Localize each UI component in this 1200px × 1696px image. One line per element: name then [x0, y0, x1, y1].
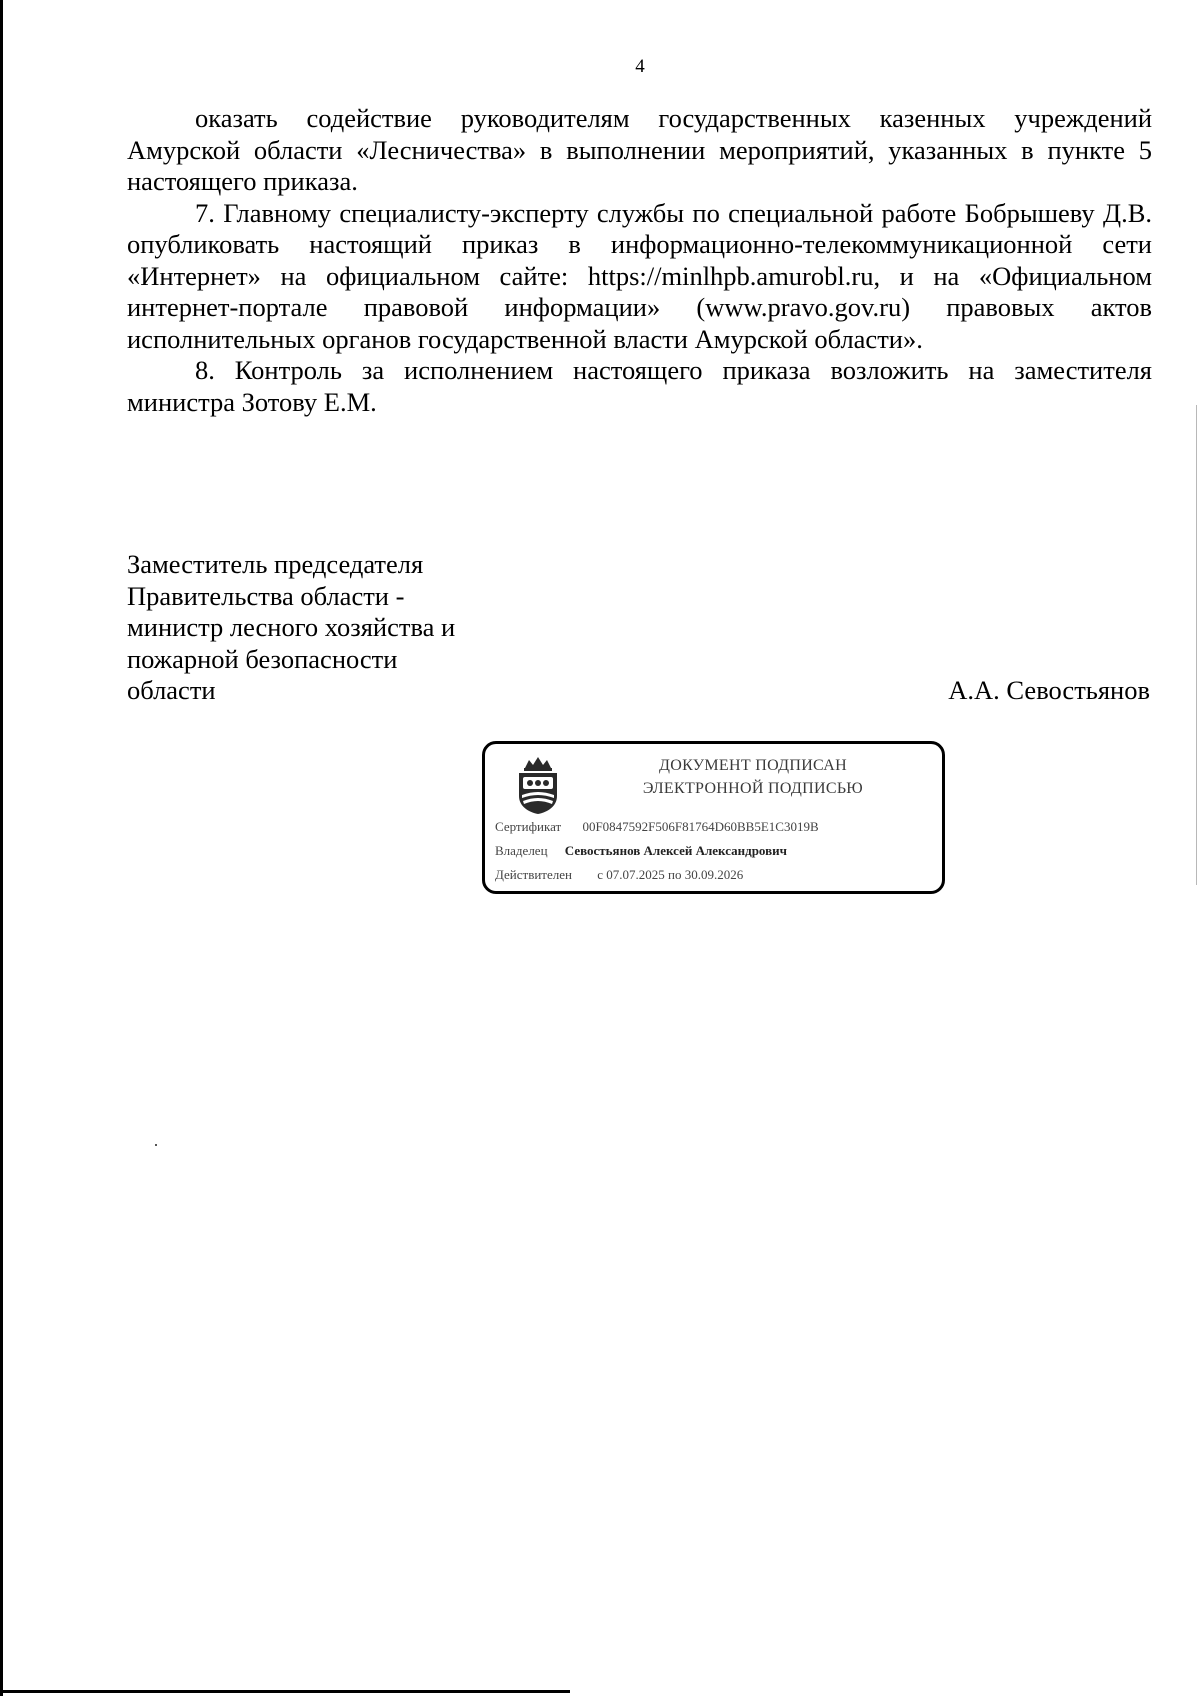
paragraph-8: 8. Контроль за исполнением настоящего приказа возложить на заместителя министра Зотову Е.М. [127, 355, 1152, 417]
stamp-owner-row [495, 843, 787, 859]
order-text [127, 103, 1152, 418]
stamp-heading-line: ДОКУМЕНТ ПОДПИСАН [659, 757, 847, 774]
owner-label: Владелец [495, 843, 548, 858]
scan-speck [155, 1144, 157, 1146]
scan-bottom-edge [0, 1690, 570, 1693]
signer-position-line: пожарной безопасности [127, 643, 398, 674]
validity-value: с 07.07.2025 по 30.09.2026 [597, 867, 744, 882]
certificate-value: 00F0847592F506F81764D60BB5E1C3019B [582, 819, 819, 834]
signer-position-line: Заместитель председателя [127, 549, 424, 579]
owner-value: Севостьянов Алексей Александрович [564, 843, 787, 858]
signer-position-line: Правительства области - [127, 580, 405, 611]
signature-block [127, 549, 1152, 707]
paragraph-continuation: оказать содействие руководителям государственных казенных учреждений Амурской области «Лесничества» в выполнении мероприятий, указанных в пункте 5 настоящего приказа. [127, 103, 1152, 196]
page-number: 4 [635, 56, 645, 77]
stamp-certificate-row [495, 819, 819, 835]
signer-position-line: министр лесного хозяйства и [127, 612, 456, 642]
signer-position-line: области [127, 675, 216, 705]
stamp-validity-row [495, 867, 743, 883]
stamp-heading-line: ЭЛЕКТРОННОЙ ПОДПИСЬЮ [642, 780, 864, 797]
certificate-label: Сертификат [495, 819, 562, 834]
scan-left-edge [0, 0, 3, 1696]
electronic-signature-stamp [482, 741, 945, 894]
signer-name: А.А. Севостьянов [948, 675, 1150, 705]
scan-right-mark [1196, 405, 1197, 885]
paragraph-7: 7. Главному специалисту-эксперту службы по специальной работе Бобрышеву Д.В. опубликовать настоящий приказ в информационно-телекоммуникационной сети «Интернет» на официальном сайте: https://minlhpb.amurobl.ru, и на «Официальном интернет-портале правовой информации» (www.pravo.gov.ru) правовых актов исполнительных органов государственной власти Амурской области». [127, 197, 1152, 354]
stamp-heading [603, 754, 903, 800]
validity-label: Действителен [495, 867, 572, 882]
amur-region-coat-of-arms-icon [515, 754, 561, 816]
